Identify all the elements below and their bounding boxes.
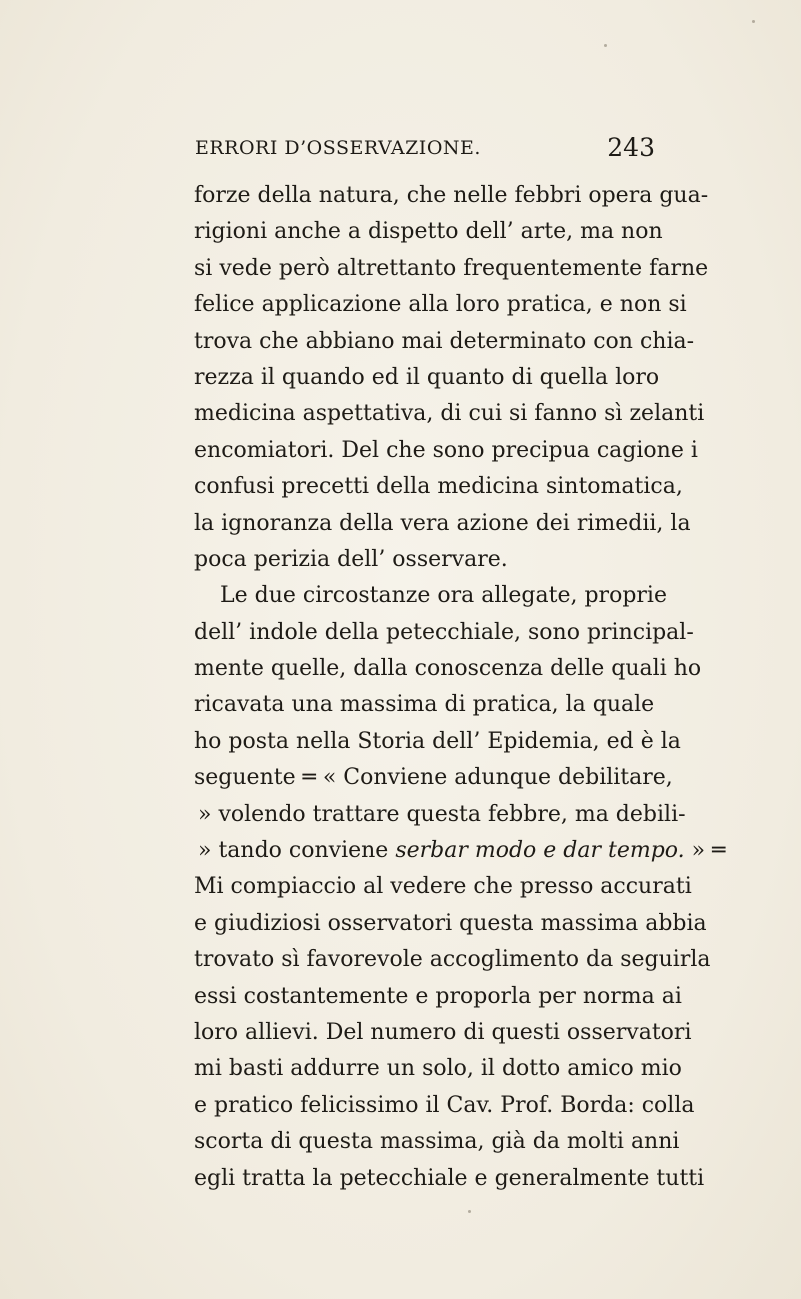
- running-title: ERRORI D’OSSERVAZIONE.: [195, 137, 481, 159]
- paragraph-start-line: Le due circostanze ora allegate, proprie: [220, 583, 667, 609]
- body-text: [194, 178, 726, 1197]
- quote-prefix: » tando conviene: [198, 838, 396, 864]
- text-line: rigioni anche a dispetto dell’ arte, ma non: [194, 219, 663, 245]
- paper-speck: [468, 1210, 471, 1213]
- paper-speck: [752, 20, 755, 23]
- quote-line-italic: [194, 833, 726, 869]
- text-line: medicina aspettativa, di cui si fanno sì zelanti: [194, 401, 705, 427]
- text-line: egli tratta la petecchiale e generalmente tutti: [194, 1165, 705, 1191]
- text-line: Mi compiaccio al vedere che presso accurati: [194, 874, 692, 900]
- text-line: dell’ indole della petecchiale, sono principal-: [194, 619, 694, 645]
- text-line: confusi precetti della medicina sintomatica,: [194, 474, 683, 500]
- text-line: mi basti addurre un solo, il dotto amico mio: [194, 1056, 682, 1082]
- text-line: mente quelle, dalla conoscenza delle quali ho: [194, 656, 702, 682]
- text-line: essi costantemente e proporla per norma ai: [194, 983, 682, 1009]
- text-line: trovato sì favorevole accoglimento da seguirla: [194, 947, 711, 973]
- text-line: forze della natura, che nelle febbri opera gua-: [194, 183, 709, 208]
- text-line: scorta di questa massima, già da molti anni: [194, 1129, 680, 1155]
- text-line: trova che abbiano mai determinato con chia-: [194, 328, 695, 354]
- quote-suffix: » ═: [684, 838, 726, 864]
- text-line: loro allievi. Del numero di questi osservatori: [194, 1019, 692, 1045]
- text-line: felice applicazione alla loro pratica, e non si: [194, 292, 687, 318]
- page-number: 243: [607, 133, 655, 162]
- text-line: encomiatori. Del che sono precipua cagione i: [194, 437, 698, 463]
- text-line: ho posta nella Storia dell’ Epidemia, ed è la: [194, 728, 681, 754]
- page-header: [195, 133, 655, 169]
- quote-italic-text: serbar modo e dar tempo.: [395, 838, 685, 864]
- text-line: e pratico felicissimo il Cav. Prof. Borda: colla: [194, 1092, 695, 1118]
- text-line: la ignoranza della vera azione dei rimedii, la: [194, 510, 691, 536]
- paper-speck: [604, 44, 607, 47]
- text-line: ricavata una massima di pratica, la quale: [194, 692, 655, 718]
- text-line: si vede però altrettanto frequentemente farne: [194, 255, 709, 281]
- text-line: seguente ═ « Conviene adunque debilitare,: [194, 765, 673, 791]
- text-line: e giudiziosi osservatori questa massima abbia: [194, 910, 707, 936]
- paragraph-end-line: poca perizia dell’ osservare.: [194, 546, 508, 572]
- quote-line: » volendo trattare questa febbre, ma debili-: [198, 801, 686, 827]
- text-line: rezza il quando ed il quanto di quella loro: [194, 364, 660, 390]
